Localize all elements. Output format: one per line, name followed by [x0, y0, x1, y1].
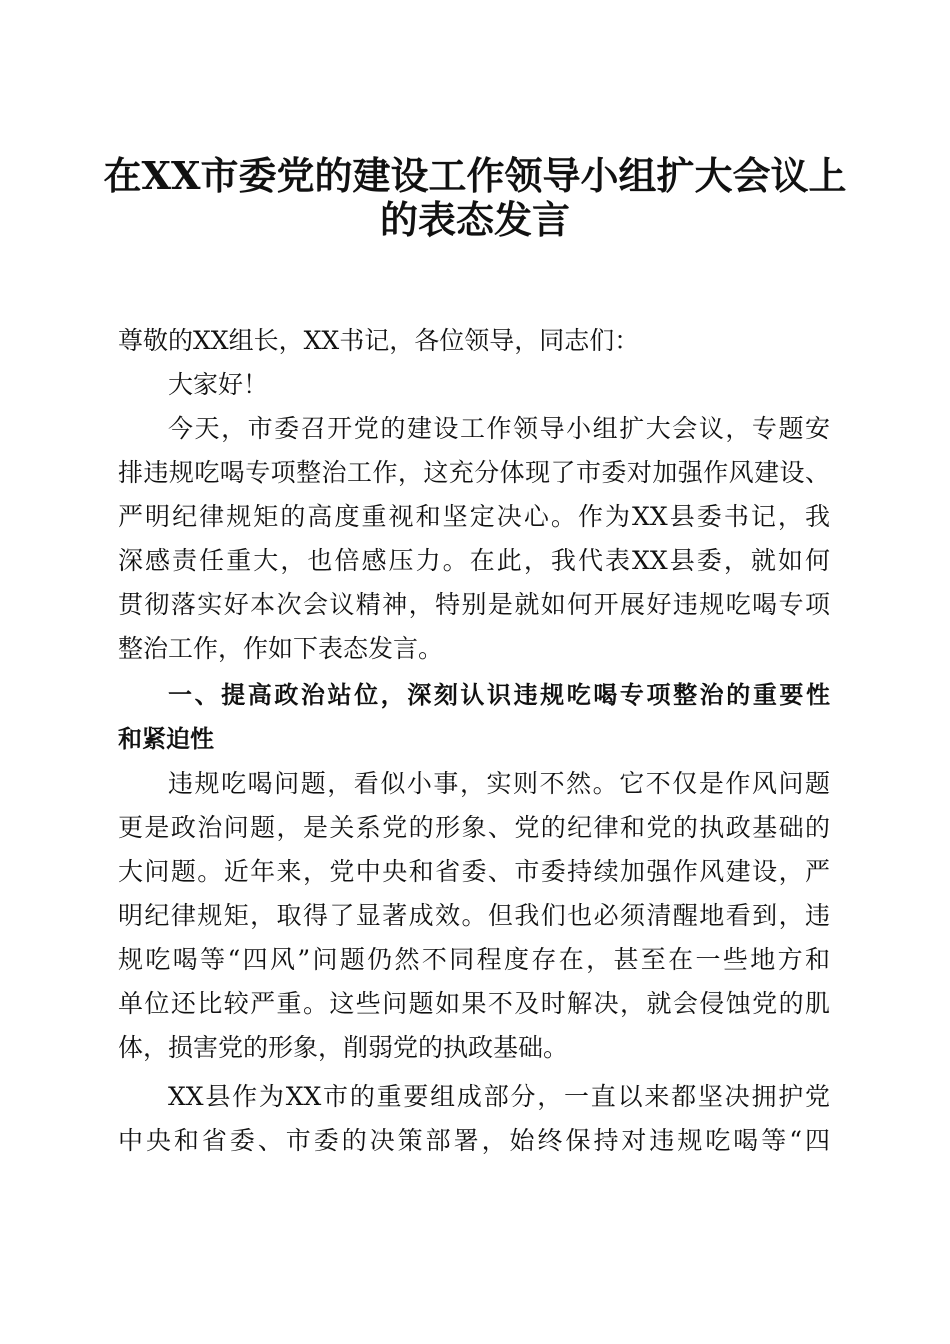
- paragraph-2-line-2: 更是政治问题，是关系党的形象、党的纪律和党的执政基础的: [118, 813, 830, 842]
- paragraph-2-line-3: 大问题。近年来，党中央和省委、市委持续加强作风建设，严: [118, 857, 830, 886]
- paragraph-1-line-4: 深感责任重大，也倍感压力。在此，我代表XX县委，就如何: [118, 546, 830, 575]
- paragraph-3-line-1: XX县作为XX市的重要组成部分，一直以来都坚决拥护党: [168, 1082, 830, 1111]
- greeting: 大家好！: [168, 370, 269, 399]
- salutation: 尊敬的XX组长，XX书记，各位领导，同志们：: [118, 326, 640, 355]
- paragraph-2-line-5: 规吃喝等“四风”问题仍然不同程度存在，甚至在一些地方和: [118, 945, 830, 974]
- paragraph-1-line-3: 严明纪律规矩的高度重视和坚定决心。作为XX县委书记，我: [118, 502, 830, 531]
- section-1-heading-line-2: 和紧迫性: [118, 725, 214, 753]
- paragraph-2-line-6: 单位还比较严重。这些问题如果不及时解决，就会侵蚀党的肌: [118, 989, 830, 1018]
- paragraph-1-line-5: 贯彻落实好本次会议精神，特别是就如何开展好违规吃喝专项: [118, 590, 830, 619]
- paragraph-2-line-7: 体，损害党的形象，削弱党的执政基础。: [118, 1033, 569, 1062]
- paragraph-2-line-4: 明纪律规矩，取得了显著成效。但我们也必须清醒地看到，违: [118, 901, 830, 930]
- document-title-line-1: 在XX市委党的建设工作领导小组扩大会议上: [103, 153, 847, 198]
- document-title-line-2: 的表态发言: [379, 197, 570, 242]
- section-1-heading-line-1: 一、提高政治站位，深刻认识违规吃喝专项整治的重要性: [168, 681, 830, 709]
- paragraph-1-line-2: 排违规吃喝专项整治工作，这充分体现了市委对加强作风建设、: [118, 458, 830, 487]
- paragraph-3-line-2: 中央和省委、市委的决策部署，始终保持对违规吃喝等“四: [118, 1126, 830, 1155]
- paragraph-1-line-6: 整治工作，作如下表态发言。: [118, 634, 444, 663]
- paragraph-2-line-1: 违规吃喝问题，看似小事，实则不然。它不仅是作风问题: [168, 769, 830, 798]
- paragraph-1-line-1: 今天，市委召开党的建设工作领导小组扩大会议，专题安: [168, 414, 830, 443]
